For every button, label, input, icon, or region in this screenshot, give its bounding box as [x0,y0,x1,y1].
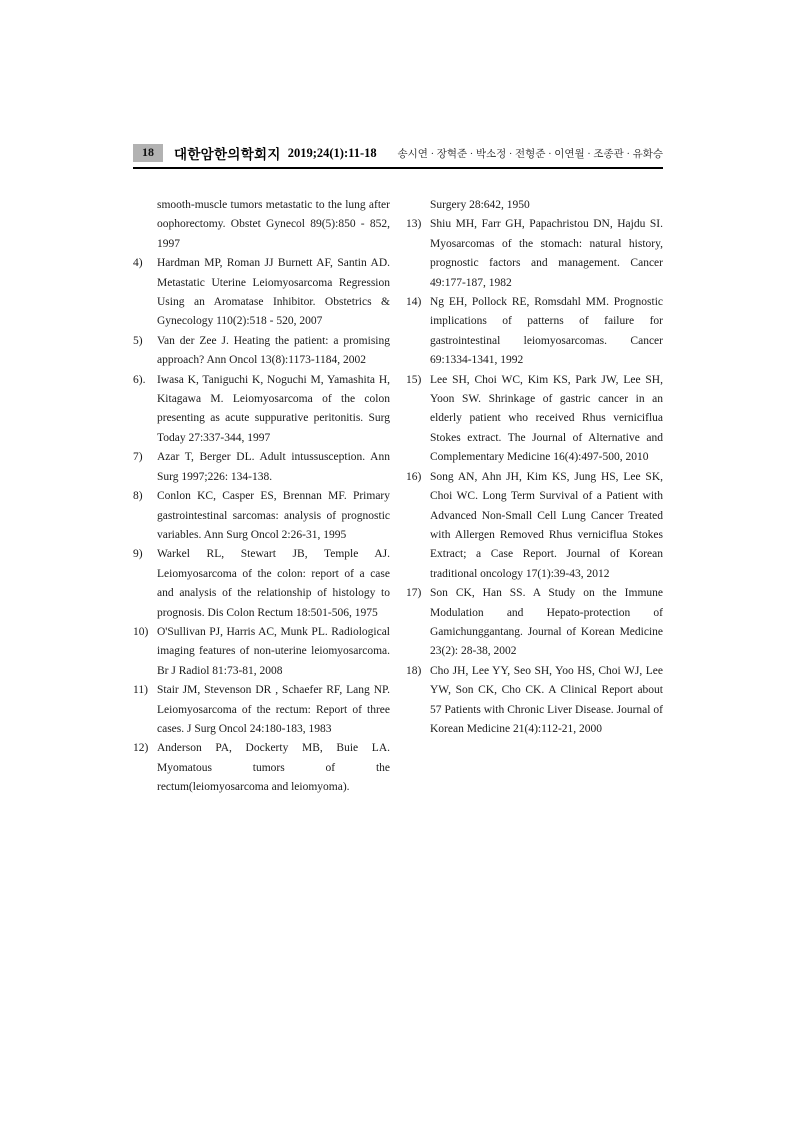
reference-text: Van der Zee J. Heating the patient: a promising approach? Ann Oncol 13(8):1173-1184, 2002 [157,334,390,367]
reference-item [133,254,390,332]
reference-number: 8) [133,490,143,503]
reference-text: Conlon KC, Casper ES, Brennan MF. Primary gastrointestinal sarcomas: analysis of prognostic variables. Ann Surg Oncol 2:26-31, 1995 [157,490,390,541]
reference-number: 11) [133,684,148,697]
journal-title: 대한암한의학회지 [174,147,281,162]
reference-item [133,448,390,487]
reference-number: 12) [133,742,149,755]
page-header [133,143,663,169]
reference-text: Ng EH, Pollock RE, Romsdahl MM. Prognostic implications of patterns of failure for gastrointestinal leiomyosarcomas. Cancer 69:1334-1341, 1992 [430,296,663,367]
reference-item [133,739,390,797]
reference-text: Warkel RL, Stewart JB, Temple AJ. Leiomyosarcoma of the colon: report of a case and analysis of the relationship of histology to prognosis. Dis Colon Rectum 18:501-506, 1975 [157,548,390,619]
reference-number: 18) [406,664,422,677]
reference-number: 5) [133,334,143,347]
reference-text: Stair JM, Stevenson DR , Schaefer RF, Lang NP. Leiomyosarcoma of the rectum: Report of three cases. J Surg Oncol 24:180-183, 1983 [157,684,390,735]
reference-number: 13) [406,218,422,231]
reference-item [133,332,390,371]
reference-item [406,468,663,584]
reference-item [406,371,663,468]
reference-text: O'Sullivan PJ, Harris AC, Munk PL. Radiological imaging features of non-uterine leiomyosarcoma. Br J Radiol 81:73-81, 2008 [157,625,390,677]
references-right-column [406,196,663,739]
reference-text: Cho JH, Lee YY, Seo SH, Yoo HS, Choi WJ, Lee YW, Son CK, Cho CK. A Clinical Report about 57 Patients with Chronic Liver Disease. Journal of Korean Medicine 21(4):112-21, 2000 [430,664,663,735]
reference-text: Azar T, Berger DL. Adult intussusception. Ann Surg 1997;226: 134-138. [157,451,390,483]
reference-item [406,293,663,371]
reference-number: 16) [406,470,422,483]
reference-text: smooth-muscle tumors metastatic to the lung after oophorectomy. Obstet Gynecol 89(5):850 - 852, 1997 [157,199,390,250]
reference-number: 15) [406,373,422,386]
reference-text: Lee SH, Choi WC, Kim KS, Park JW, Lee SH, Yoon SW. Shrinkage of gastric cancer in an elderly patient who received Rhus verniciflua Stokes extract. The Journal of Alternative and Complementary Medicine 16(4):497-500, 2010 [430,373,663,464]
reference-item [133,545,390,623]
reference-text: Iwasa K, Taniguchi K, Noguchi M, Yamashita H, Kitagawa M. Leiomyosarcoma of the colon presenting as acute suppurative peritonitis. Surg Today 27:337-344, 1997 [157,373,390,444]
journal-issue-info: 2019;24(1):11-18 [287,145,377,160]
reference-continuation [406,196,663,215]
reference-continuation [133,196,390,254]
reference-text: Surgery 28:642, 1950 [430,199,530,211]
reference-text: Son CK, Han SS. A Study on the Immune Modulation and Hepato-protection of Gamichunggantang. Journal of Korean Medicine 23(2): 28-38, 2002 [430,587,663,658]
reference-item [406,215,663,293]
reference-number: 14) [406,296,422,309]
reference-number: 9) [133,548,143,561]
reference-item [406,584,663,662]
reference-text: Anderson PA, Dockerty MB, Buie LA. Myomatous tumors of the rectum(leiomyosarcoma and leiomyoma). [157,742,390,794]
reference-item [133,681,390,739]
references-left-column [133,196,390,798]
reference-number: 6). [133,373,146,386]
reference-text: Hardman MP, Roman JJ Burnett AF, Santin AD. Metastatic Uterine Leiomyosarcoma Regression Using an Aromatase Inhibitor. Obstetrics & Gynecology 110(2):518 - 520, 2007 [157,257,390,328]
reference-item [133,487,390,545]
reference-number: 10) [133,625,149,638]
reference-item [133,623,390,681]
reference-item [406,662,663,740]
reference-item [133,371,390,449]
reference-number: 17) [406,587,422,600]
reference-text: Song AN, Ahn JH, Kim KS, Jung HS, Lee SK, Choi WC. Long Term Survival of a Patient with Advanced Non-Small Cell Lung Cancer Treated with Allergen Removed Rhus verniciflua Stokes Extract; a Case Report. Journal of Korean traditional oncology 17(1):39-43, 2012 [430,470,663,580]
reference-number: 7) [133,451,143,464]
reference-text: Shiu MH, Farr GH, Papachristou DN, Hajdu SI. Myosarcomas of the stomach: natural history, prognostic factors and management. Cancer 49:177-187, 1982 [430,218,663,289]
page-number-badge: 18 [133,144,163,162]
author-list: 송시연 · 장혁준 · 박소정 · 전형준 · 이연월 · 조종관 · 유화승 [397,148,663,160]
reference-number: 4) [133,257,143,270]
